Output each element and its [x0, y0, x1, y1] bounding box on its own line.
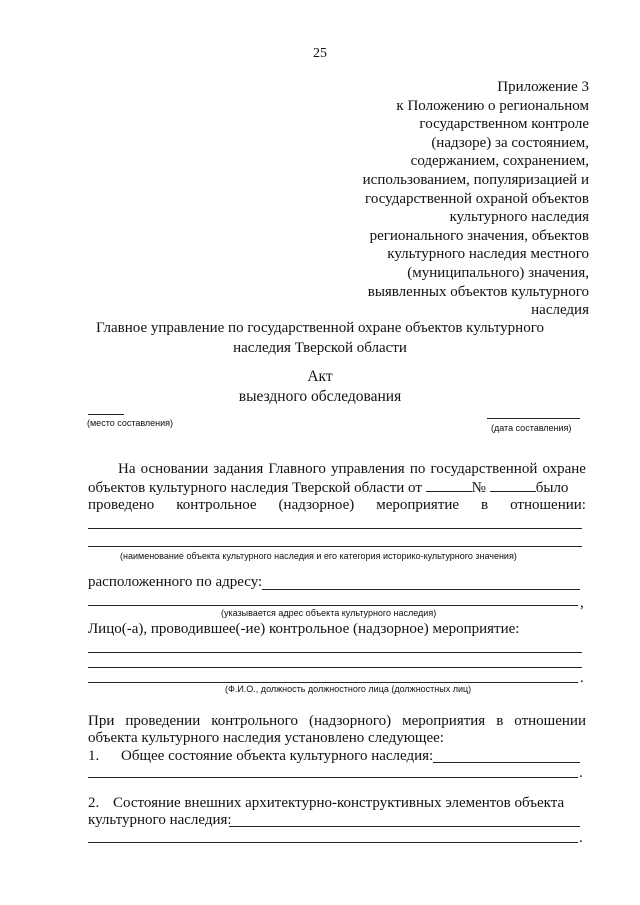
- item1-line-2[interactable]: [88, 777, 578, 778]
- appendix-line: содержанием, сохранением,: [410, 153, 589, 170]
- item1-number: 1.: [88, 748, 100, 764]
- findings-line1: При проведении контрольного (надзорного) мероприятия в отношении: [88, 713, 586, 729]
- object-name-line-2[interactable]: [88, 546, 582, 547]
- item2-label: Состояние внешних архитектурно-конструктивных элементов объекта: [113, 795, 565, 811]
- task-number-field[interactable]: [490, 479, 536, 492]
- person-period: .: [580, 670, 584, 686]
- date-caption: (дата составления): [491, 423, 572, 433]
- person-line-3[interactable]: [88, 682, 578, 683]
- task-date-field[interactable]: [426, 479, 472, 492]
- appendix-line: к Положению о региональном: [396, 97, 589, 114]
- address-caption: (указывается адрес объекта культурного наследия): [221, 608, 437, 618]
- appendix-header: [299, 78, 589, 320]
- appendix-line: культурного наследия: [449, 209, 589, 226]
- appendix-line: выявленных объектов культурного: [367, 283, 589, 300]
- appendix-line: наследия: [531, 302, 589, 319]
- paragraph1-line3: проведено контрольное (надзорное) мероприятие в отношении:: [88, 497, 586, 513]
- object-name-caption: (наименование объекта культурного наследия и его категория историко-культурного значения): [120, 551, 517, 561]
- place-field-line[interactable]: [88, 414, 124, 415]
- authority-line: наследия Тверской области: [233, 340, 407, 356]
- appendix-line: (муниципального) значения,: [407, 264, 589, 281]
- person-label: Лицо(-а), проводившее(-ие) контрольное (надзорное) мероприятие:: [88, 621, 520, 637]
- item2-period: .: [579, 830, 583, 846]
- address-label: расположенного по адресу:: [88, 574, 263, 590]
- item2-continuation: культурного наследия:: [88, 812, 232, 828]
- appendix-line: использованием, популяризацией и: [362, 171, 589, 188]
- appendix-line: государственной охраной объектов: [365, 190, 589, 207]
- authority-name: [0, 318, 640, 358]
- address-comma: ,: [580, 595, 584, 611]
- paragraph1-line1: На основании задания Главного управления по государственной охране: [118, 461, 586, 477]
- item2-number: 2.: [88, 795, 100, 811]
- date-field-line[interactable]: [487, 418, 580, 419]
- person-caption: (Ф.И.О., должность должностного лица (должностных лиц): [225, 684, 472, 694]
- item1-label: Общее состояние объекта культурного наследия:: [121, 748, 434, 764]
- appendix-line: регионального значения, объектов: [369, 227, 589, 244]
- address-line-2[interactable]: [88, 605, 578, 606]
- appendix-line: культурного наследия местного: [387, 246, 589, 263]
- page-number: 25: [313, 46, 327, 61]
- act-heading: [0, 367, 640, 407]
- item2-line-2[interactable]: [88, 842, 578, 843]
- item2-line-1[interactable]: [229, 826, 580, 827]
- appendix-line: (надзоре) за состоянием,: [431, 134, 589, 151]
- paragraph1-line2: объектов культурного наследия Тверской области от № было: [88, 480, 569, 496]
- item1-line-1[interactable]: [433, 762, 580, 763]
- address-line-1[interactable]: [262, 589, 580, 590]
- person-line-1[interactable]: [88, 652, 582, 653]
- appendix-line: государственном контроле: [419, 116, 589, 133]
- item1-period: .: [579, 765, 583, 781]
- person-line-2[interactable]: [88, 667, 582, 668]
- act-subtitle: выездного обследования: [238, 388, 402, 405]
- findings-line2: объекта культурного наследия установлено следующее:: [88, 730, 444, 746]
- place-caption: (место составления): [87, 418, 174, 428]
- authority-line: Главное управление по государственной охране объектов культурного: [95, 320, 544, 336]
- act-title: Акт: [307, 368, 333, 385]
- object-name-line-1[interactable]: [88, 528, 582, 529]
- appendix-line: Приложение 3: [497, 79, 589, 95]
